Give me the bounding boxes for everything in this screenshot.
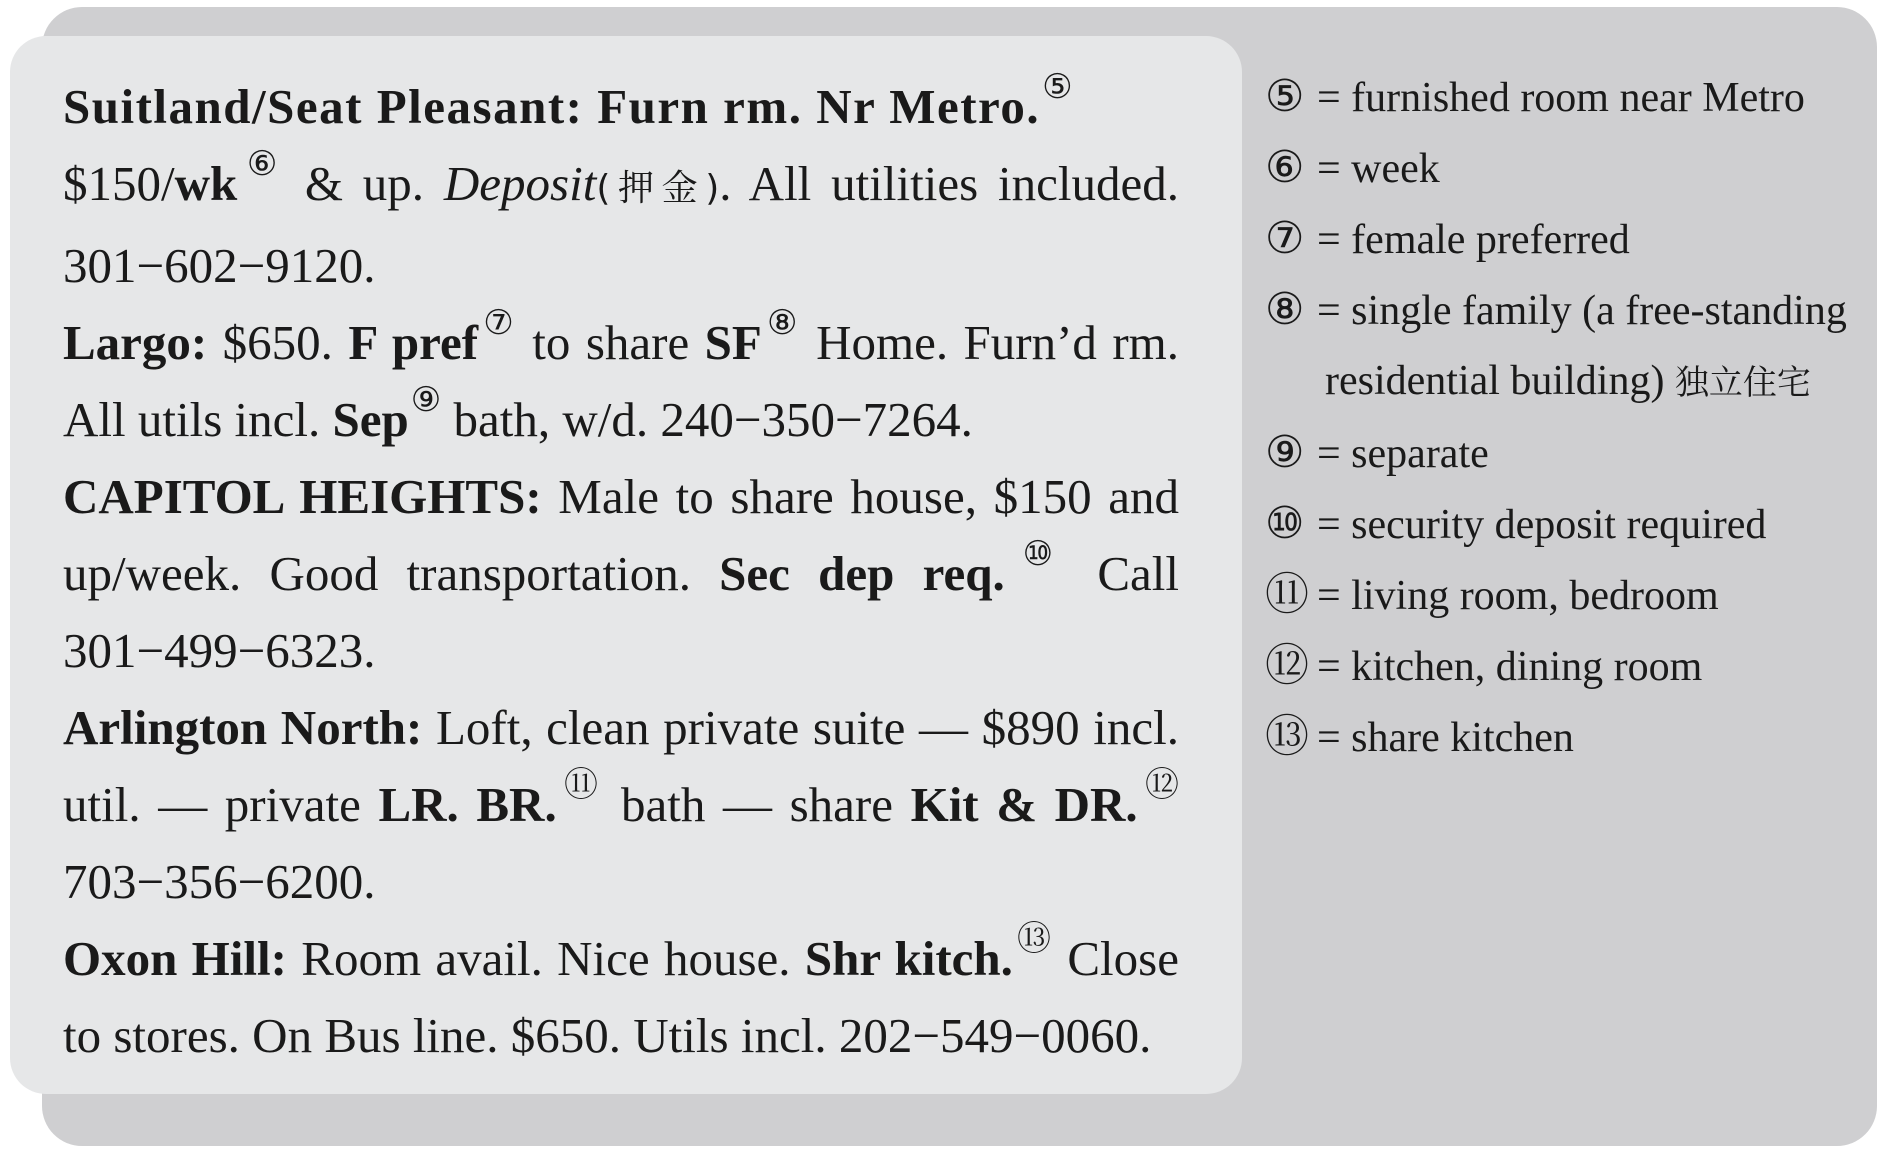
footnote-5: ⑤: [1042, 68, 1073, 106]
glossary-list: [1265, 62, 1875, 773]
glossary-definition: = female preferred: [1317, 217, 1630, 263]
ad-title: Oxon Hill:: [63, 931, 287, 986]
footnote-number: ⑬: [1265, 712, 1309, 761]
glossary-chinese-gloss: 独立住宅: [1674, 363, 1811, 403]
ad-bold-term: LR. BR.: [378, 777, 557, 832]
footnote-7: ⑦: [480, 304, 517, 342]
ad-arlington-north: [63, 689, 1179, 920]
ad-bold-term: Sep: [332, 392, 409, 447]
ad-chinese-gloss: (押金): [596, 168, 720, 209]
footnote-10: ⑩: [1006, 535, 1070, 573]
ad-text: Male to share house, $150 and up/week. Good transportation.: [63, 469, 1179, 601]
glossary-item: [1265, 702, 1875, 773]
glossary-item: [1265, 62, 1875, 133]
glossary-definition: = security deposit required: [1317, 502, 1767, 548]
ad-capitol-heights: [63, 458, 1179, 689]
ad-text: Room avail. Nice house.: [286, 931, 805, 986]
ad-bold-term: wk: [174, 156, 238, 211]
ad-suitland: [63, 68, 1179, 304]
ad-title: Arlington North:: [63, 700, 423, 755]
glossary-definition: = separate: [1317, 431, 1489, 477]
footnote-9: ⑨: [410, 381, 442, 419]
ad-oxon-hill: [63, 920, 1179, 1074]
ad-bold-term: Kit & DR.: [910, 777, 1138, 832]
ad-bold-term: F pref: [348, 315, 479, 370]
ad-text: Close to stores. On Bus line. $650. Utils incl. 202−549−0060.: [63, 931, 1179, 1063]
footnote-number: ⑦: [1265, 214, 1305, 263]
footnote-13: ⑬: [1014, 920, 1054, 958]
ad-text: $650.: [207, 315, 349, 370]
footnote-number: ⑥: [1265, 143, 1305, 192]
ad-text: Loft, clean private suite — $890 incl. util. — private: [63, 700, 1179, 832]
ad-bold-term: Shr kitch.: [804, 931, 1013, 986]
glossary-item: [1265, 133, 1875, 204]
classified-ads: [63, 68, 1179, 1074]
glossary-item: [1265, 275, 1875, 418]
glossary-item: [1265, 560, 1875, 631]
ad-bold-term: Sec dep req.: [719, 546, 1005, 601]
glossary-item: [1265, 489, 1875, 560]
ad-text: Call 301−499−6323.: [63, 546, 1179, 678]
ad-text: 703−356−6200.: [63, 854, 376, 909]
ad-text: . All utilities included. 301−602−9120.: [63, 156, 1179, 293]
footnote-number: ⑫: [1265, 641, 1309, 690]
footnote-8: ⑧: [763, 304, 801, 342]
glossary-definition: = furnished room near Metro: [1317, 75, 1805, 121]
ad-text: bath — share: [603, 777, 911, 832]
glossary-definition: = kitchen, dining room: [1317, 644, 1703, 690]
ad-largo: [63, 304, 1179, 458]
glossary-definition: = living room, bedroom: [1317, 573, 1719, 619]
footnote-11: ⑪: [558, 766, 604, 804]
footnote-6: ⑥: [239, 145, 285, 183]
ad-italic-term: Deposit: [443, 156, 597, 211]
ad-title: Largo:: [63, 315, 208, 370]
footnote-number: ⑩: [1265, 499, 1305, 548]
ad-title: Suitland/Seat Pleasant: Furn rm. Nr Metro.: [63, 79, 1041, 134]
footnote-number: ⑨: [1265, 428, 1305, 477]
glossary-item: [1265, 204, 1875, 275]
ad-text: & up.: [284, 156, 444, 211]
footnote-number: ⑪: [1265, 570, 1309, 619]
footnote-12: ⑫: [1139, 766, 1180, 804]
glossary-item: [1265, 631, 1875, 702]
ad-text: bath, w/d. 240−350−7264.: [441, 392, 973, 447]
ad-text: $150/: [63, 156, 175, 211]
footnote-number: ⑤: [1265, 72, 1305, 121]
ad-bold-term: SF: [704, 315, 762, 370]
glossary-definition: = single family (a free-standing residential building): [1317, 288, 1847, 404]
glossary-item: [1265, 418, 1875, 489]
glossary-definition: = share kitchen: [1317, 715, 1574, 761]
ad-title: CAPITOL HEIGHTS:: [63, 469, 542, 524]
ad-text: Home. Furn’d rm. All utils incl.: [63, 315, 1179, 447]
glossary-definition: = week: [1317, 146, 1440, 192]
ad-text: to share: [516, 315, 705, 370]
footnote-number: ⑧: [1265, 285, 1305, 334]
